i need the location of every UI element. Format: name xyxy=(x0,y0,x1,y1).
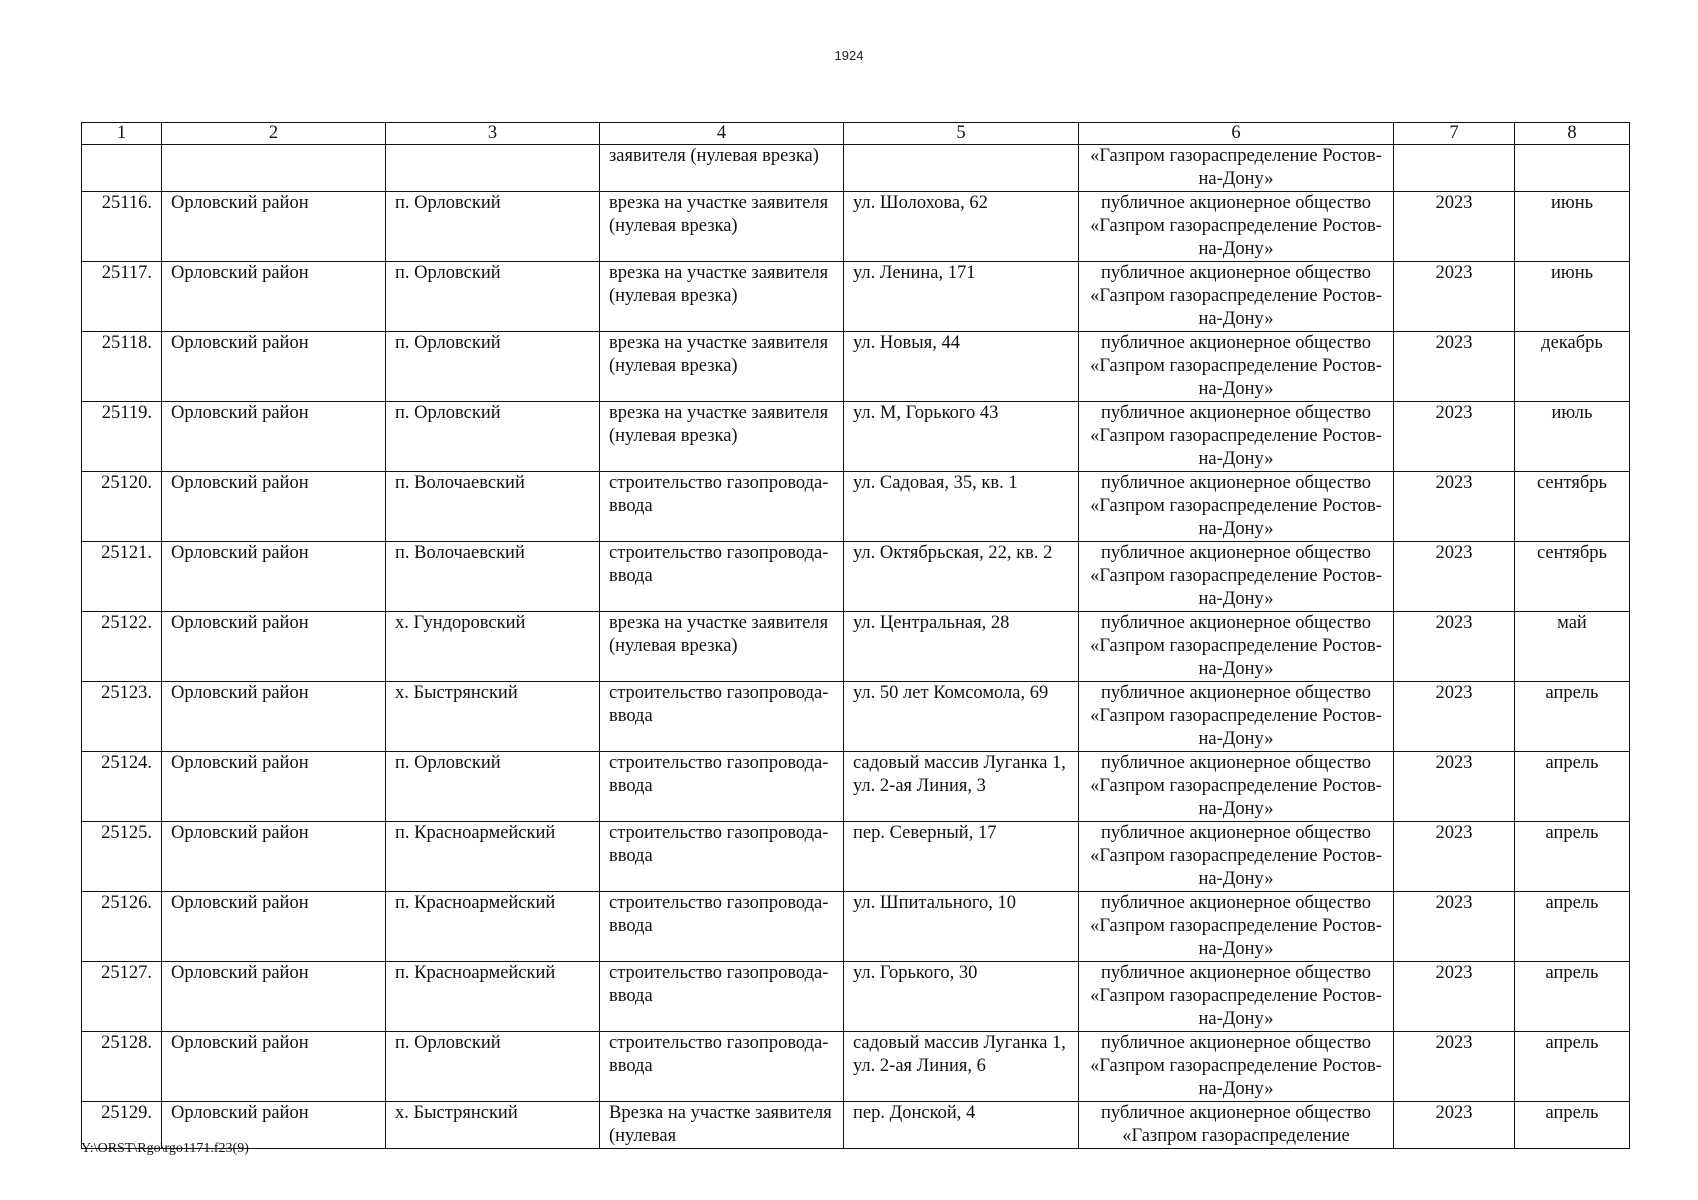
cell-number: 25126. xyxy=(82,892,162,962)
column-header: 3 xyxy=(386,123,600,145)
column-header: 4 xyxy=(600,123,844,145)
cell-number xyxy=(82,145,162,192)
cell-work: строительство газопровода-ввода xyxy=(600,892,844,962)
cell-district: Орловский район xyxy=(162,542,386,612)
column-header: 7 xyxy=(1394,123,1515,145)
cell-number: 25116. xyxy=(82,192,162,262)
table-row xyxy=(82,1032,1630,1102)
cell-locality: п. Орловский xyxy=(386,332,600,402)
cell-organization: публичное акционерное общество «Газпром газораспределение Ростов-на-Дону» xyxy=(1079,402,1394,472)
cell-locality: п. Орловский xyxy=(386,402,600,472)
cell-locality: п. Красноармейский xyxy=(386,822,600,892)
cell-work: строительство газопровода-ввода xyxy=(600,962,844,1032)
cell-number: 25117. xyxy=(82,262,162,332)
cell-month: апрель xyxy=(1515,1032,1630,1102)
cell-number: 25121. xyxy=(82,542,162,612)
cell-year xyxy=(1394,145,1515,192)
cell-organization: публичное акционерное общество «Газпром газораспределение xyxy=(1079,1102,1394,1149)
cell-work: Врезка на участке заявителя (нулевая xyxy=(600,1102,844,1149)
gas-connection-table xyxy=(81,122,1630,1149)
cell-month: апрель xyxy=(1515,1102,1630,1149)
cell-number: 25127. xyxy=(82,962,162,1032)
cell-address: ул. М, Горького 43 xyxy=(844,402,1079,472)
column-header: 5 xyxy=(844,123,1079,145)
cell-district: Орловский район xyxy=(162,1032,386,1102)
cell-work: строительство газопровода-ввода xyxy=(600,472,844,542)
cell-district: Орловский район xyxy=(162,612,386,682)
cell-organization: публичное акционерное общество «Газпром газораспределение Ростов-на-Дону» xyxy=(1079,262,1394,332)
cell-address: ул. Ленина, 171 xyxy=(844,262,1079,332)
cell-month: май xyxy=(1515,612,1630,682)
cell-year: 2023 xyxy=(1394,822,1515,892)
cell-work: строительство газопровода-ввода xyxy=(600,752,844,822)
cell-month: апрель xyxy=(1515,962,1630,1032)
cell-month: июнь xyxy=(1515,262,1630,332)
cell-month: апрель xyxy=(1515,892,1630,962)
cell-address: ул. Садовая, 35, кв. 1 xyxy=(844,472,1079,542)
cell-number: 25119. xyxy=(82,402,162,472)
table-row xyxy=(82,472,1630,542)
cell-address: ул. Горького, 30 xyxy=(844,962,1079,1032)
column-header: 1 xyxy=(82,123,162,145)
cell-year: 2023 xyxy=(1394,1102,1515,1149)
cell-district: Орловский район xyxy=(162,262,386,332)
cell-address: пер. Северный, 17 xyxy=(844,822,1079,892)
cell-district: Орловский район xyxy=(162,962,386,1032)
cell-district: Орловский район xyxy=(162,402,386,472)
cell-district: Орловский район xyxy=(162,192,386,262)
table-row xyxy=(82,402,1630,472)
column-header: 8 xyxy=(1515,123,1630,145)
cell-locality: х. Быстрянский xyxy=(386,1102,600,1149)
cell-year: 2023 xyxy=(1394,192,1515,262)
cell-number: 25122. xyxy=(82,612,162,682)
cell-organization: публичное акционерное общество «Газпром газораспределение Ростов-на-Дону» xyxy=(1079,822,1394,892)
cell-year: 2023 xyxy=(1394,332,1515,402)
cell-number: 25118. xyxy=(82,332,162,402)
cell-number: 25125. xyxy=(82,822,162,892)
cell-organization: публичное акционерное общество «Газпром газораспределение Ростов-на-Дону» xyxy=(1079,542,1394,612)
cell-year: 2023 xyxy=(1394,962,1515,1032)
cell-organization: публичное акционерное общество «Газпром газораспределение Ростов-на-Дону» xyxy=(1079,752,1394,822)
cell-organization: публичное акционерное общество «Газпром газораспределение Ростов-на-Дону» xyxy=(1079,1032,1394,1102)
cell-year: 2023 xyxy=(1394,262,1515,332)
cell-year: 2023 xyxy=(1394,752,1515,822)
cell-year: 2023 xyxy=(1394,402,1515,472)
cell-district: Орловский район xyxy=(162,682,386,752)
file-path-footer: Y:\ORST\Rgo\rgo1171.f23(9) xyxy=(81,1141,249,1156)
cell-organization: «Газпром газораспределение Ростов-на-Дону» xyxy=(1079,145,1394,192)
cell-locality: п. Орловский xyxy=(386,192,600,262)
column-number-row xyxy=(82,123,1630,145)
cell-number: 25124. xyxy=(82,752,162,822)
cell-year: 2023 xyxy=(1394,1032,1515,1102)
cell-district: Орловский район xyxy=(162,472,386,542)
cell-year: 2023 xyxy=(1394,682,1515,752)
cell-year: 2023 xyxy=(1394,472,1515,542)
cell-work: врезка на участке заявителя (нулевая врезка) xyxy=(600,192,844,262)
cell-organization: публичное акционерное общество «Газпром газораспределение Ростов-на-Дону» xyxy=(1079,962,1394,1032)
cell-number: 25128. xyxy=(82,1032,162,1102)
cell-address: пер. Донской, 4 xyxy=(844,1102,1079,1149)
table-row xyxy=(82,192,1630,262)
cell-number: 25120. xyxy=(82,472,162,542)
cell-district: Орловский район xyxy=(162,752,386,822)
cell-work: строительство газопровода-ввода xyxy=(600,682,844,752)
cell-district: Орловский район xyxy=(162,1102,386,1149)
cell-address: ул. Шолохова, 62 xyxy=(844,192,1079,262)
cell-locality: х. Быстрянский xyxy=(386,682,600,752)
table-row xyxy=(82,612,1630,682)
cell-month: сентябрь xyxy=(1515,472,1630,542)
cell-month: июнь xyxy=(1515,192,1630,262)
cell-work: врезка на участке заявителя (нулевая врезка) xyxy=(600,402,844,472)
page-number: 1924 xyxy=(834,48,864,63)
continued-row xyxy=(82,145,1630,192)
cell-organization: публичное акционерное общество «Газпром газораспределение Ростов-на-Дону» xyxy=(1079,472,1394,542)
cell-locality: п. Волочаевский xyxy=(386,542,600,612)
cell-district xyxy=(162,145,386,192)
cell-work: заявителя (нулевая врезка) xyxy=(600,145,844,192)
table-row xyxy=(82,1102,1630,1149)
cell-address: садовый массив Луганка 1, ул. 2-ая Линия, 6 xyxy=(844,1032,1079,1102)
cell-organization: публичное акционерное общество «Газпром газораспределение Ростов-на-Дону» xyxy=(1079,682,1394,752)
cell-locality: х. Гундоровский xyxy=(386,612,600,682)
cell-locality: п. Орловский xyxy=(386,1032,600,1102)
cell-work: врезка на участке заявителя (нулевая врезка) xyxy=(600,612,844,682)
cell-locality: п. Орловский xyxy=(386,752,600,822)
cell-month: декабрь xyxy=(1515,332,1630,402)
cell-locality: п. Волочаевский xyxy=(386,472,600,542)
cell-address: ул. Новыя, 44 xyxy=(844,332,1079,402)
cell-work: строительство газопровода-ввода xyxy=(600,822,844,892)
table-row xyxy=(82,822,1630,892)
cell-month: сентябрь xyxy=(1515,542,1630,612)
cell-locality: п. Красноармейский xyxy=(386,962,600,1032)
table-row xyxy=(82,682,1630,752)
cell-month: июль xyxy=(1515,402,1630,472)
cell-district: Орловский район xyxy=(162,822,386,892)
cell-address: ул. Шпитального, 10 xyxy=(844,892,1079,962)
column-header: 2 xyxy=(162,123,386,145)
cell-address: ул. Октябрьская, 22, кв. 2 xyxy=(844,542,1079,612)
cell-locality xyxy=(386,145,600,192)
cell-locality: п. Орловский xyxy=(386,262,600,332)
cell-district: Орловский район xyxy=(162,332,386,402)
cell-district: Орловский район xyxy=(162,892,386,962)
table-row xyxy=(82,262,1630,332)
cell-address xyxy=(844,145,1079,192)
column-header: 6 xyxy=(1079,123,1394,145)
cell-month: апрель xyxy=(1515,752,1630,822)
cell-address: ул. 50 лет Комсомола, 69 xyxy=(844,682,1079,752)
cell-number: 25123. xyxy=(82,682,162,752)
cell-address: садовый массив Луганка 1, ул. 2-ая Линия, 3 xyxy=(844,752,1079,822)
cell-work: строительство газопровода-ввода xyxy=(600,542,844,612)
cell-organization: публичное акционерное общество «Газпром газораспределение Ростов-на-Дону» xyxy=(1079,612,1394,682)
table-row xyxy=(82,962,1630,1032)
cell-organization: публичное акционерное общество «Газпром газораспределение Ростов-на-Дону» xyxy=(1079,192,1394,262)
cell-year: 2023 xyxy=(1394,892,1515,962)
cell-year: 2023 xyxy=(1394,612,1515,682)
cell-organization: публичное акционерное общество «Газпром газораспределение Ростов-на-Дону» xyxy=(1079,332,1394,402)
cell-month xyxy=(1515,145,1630,192)
cell-month: апрель xyxy=(1515,822,1630,892)
cell-month: апрель xyxy=(1515,682,1630,752)
cell-locality: п. Красноармейский xyxy=(386,892,600,962)
cell-number: 25129. xyxy=(82,1102,162,1149)
cell-organization: публичное акционерное общество «Газпром газораспределение Ростов-на-Дону» xyxy=(1079,892,1394,962)
cell-address: ул. Центральная, 28 xyxy=(844,612,1079,682)
cell-work: врезка на участке заявителя (нулевая врезка) xyxy=(600,332,844,402)
cell-work: строительство газопровода-ввода xyxy=(600,1032,844,1102)
cell-year: 2023 xyxy=(1394,542,1515,612)
table-row xyxy=(82,332,1630,402)
table-row xyxy=(82,892,1630,962)
table-row xyxy=(82,542,1630,612)
cell-work: врезка на участке заявителя (нулевая врезка) xyxy=(600,262,844,332)
table-row xyxy=(82,752,1630,822)
